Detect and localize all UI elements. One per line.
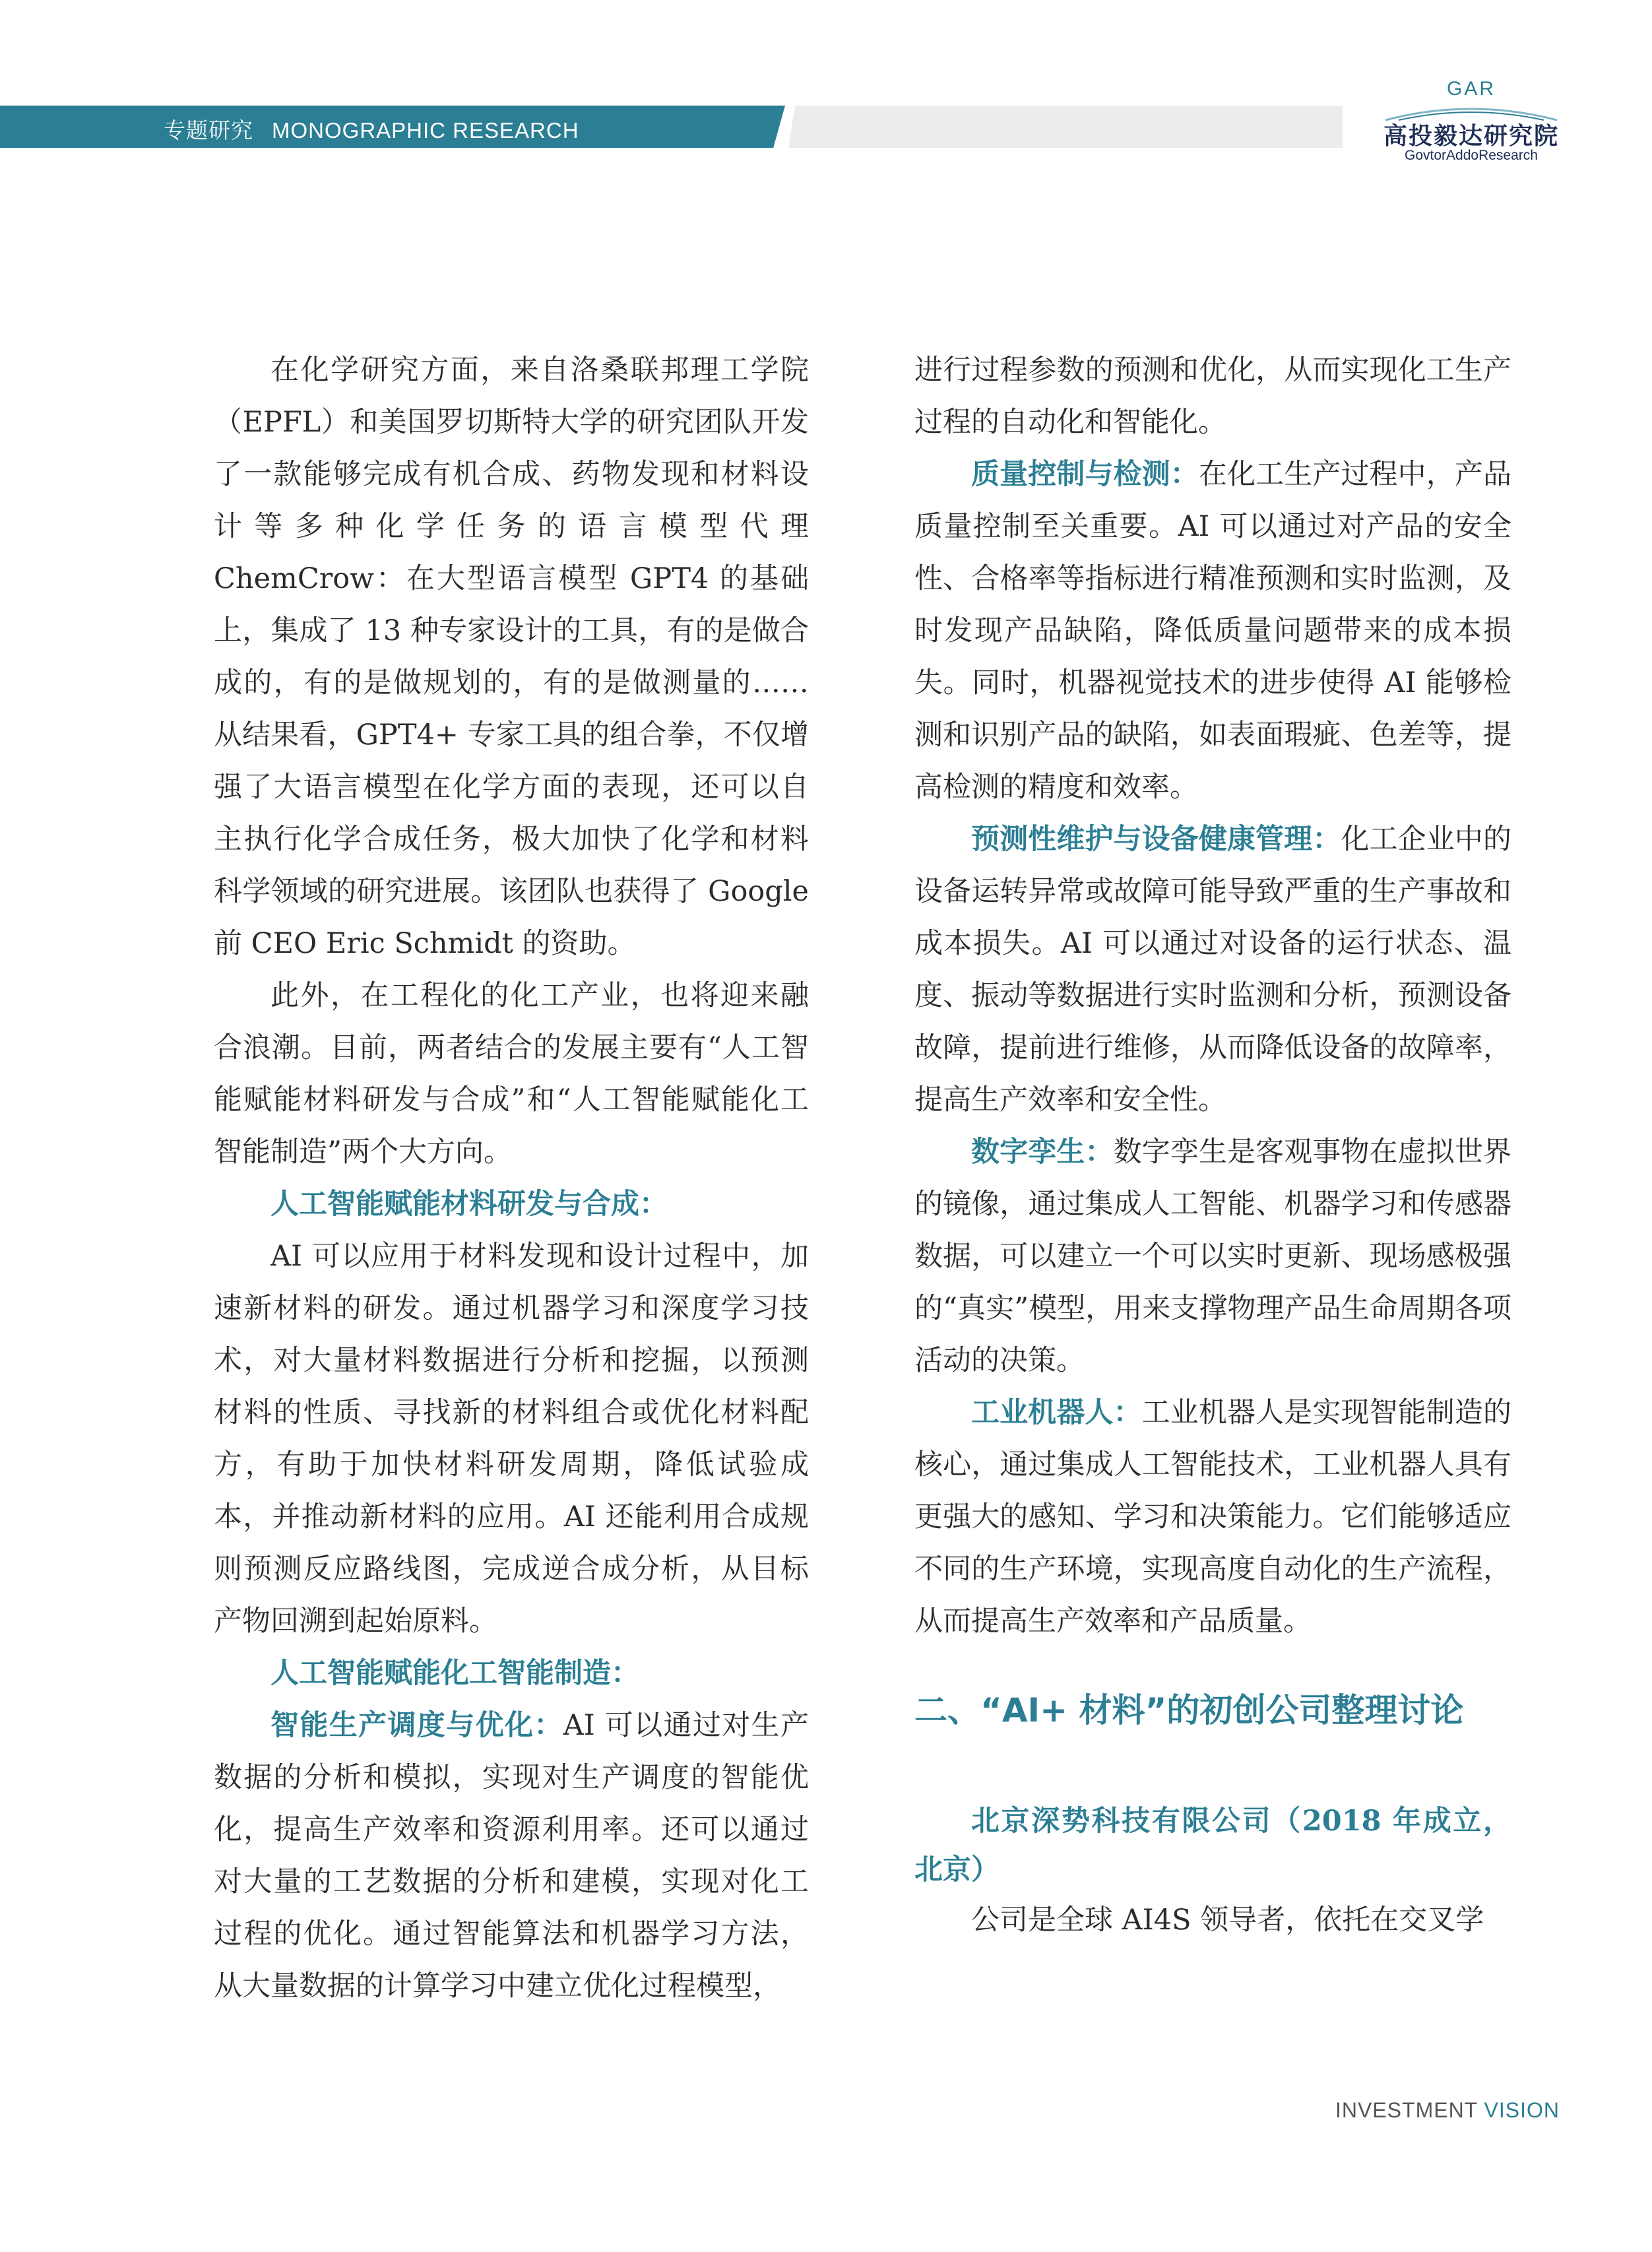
paragraph [914,449,1511,814]
paragraph: 在化学研究方面，来自洛桑联邦理工学院（EPFL）和美国罗切斯特大学的研究团队开发了一款能够完成有机合成、药物发现和材料设计等多种化学任务的语言模型代理 ChemCrow：在大型语言模型 GPT4 的基础上，集成了 13 种专家设计的工具，有的是做合成的，有的是做规划的，有的是做测量的……从结果看，GPT4+ 专家工具的组合拳，不仅增强了大语言模型在化学方面的表现，还可以自主执行化学合成任务，极大加快了化学和材料科学领域的研究进展。该团队也获得了 Google 前 CEO Eric Schmidt 的资助。 [214,354,809,960]
paragraph-text: 在化工生产过程中，产品质量控制至关重要。AI 可以通过对产品的安全性、合格率等指标进行精准预测和实时监测，及时发现产品缺陷，降低质量问题带来的成本损失。同时，机器视觉技术的进步使得 AI 能够检测和识别产品的缺陷，如表面瑕疵、色差等，提高检测的精度和效率。 [914,458,1512,804]
logo-cn: 高投毅达研究院 [1383,123,1559,150]
paragraph: AI 可以应用于材料发现和设计过程中，加速新材料的研发。通过机器学习和深度学习技术，对大量材料数据进行分析和挖掘，以预测材料的性质、寻找新的材料组合或优化材料配方，有助于加快材料研发周期，降低试验成本，并推动新材料的应用。AI 还能利用合成规则预测反应路线图，完成逆合成分析，从目标产物回溯到起始原料。 [214,1240,809,1638]
paragraph-label: 质量控制与检测： [971,458,1199,491]
header-gray-band [788,106,1343,148]
paragraph-text: 工业机器人是实现智能制造的核心，通过集成人工智能技术，工业机器人具有更强大的感知、学习和决策能力。它们能够适应不同的生产环境，实现高度自动化的生产流程，从而提高生产效率和产品质量。 [914,1396,1512,1638]
paragraph: 公司是全球 AI4S 领导者，依托在交叉学 [971,1904,1484,1937]
paragraph [914,814,1511,1126]
logo-en: GovtorAddoResearch [1405,148,1538,163]
right-column [914,344,1511,1946]
paragraph [914,1387,1511,1648]
gar-logo [1366,78,1577,167]
logo-abbr: GAR [1446,78,1496,100]
paragraph [914,1126,1511,1387]
company-title: 北京深势科技有限公司（2018 年成立，北京） [914,1805,1511,1886]
paragraph-label: 工业机器人： [971,1396,1142,1429]
paragraph: 此外，在工程化的化工产业，也将迎来融合浪潮。目前，两者结合的发展主要有“人工智能赋能材料研发与合成”和“人工智能赋能化工智能制造”两个大方向。 [214,979,809,1169]
paragraph: 进行过程参数的预测和优化，从而实现化工生产过程的自动化和智能化。 [914,354,1511,439]
footer-investment: INVESTMENT [1335,2098,1478,2122]
paragraph-text: AI 可以通过对生产数据的分析和模拟，实现对生产调度的智能优化，提高生产效率和资源利用率。还可以通过对大量的工艺数据的分析和建模，实现对化工过程的优化。通过智能算法和机器学习方法，从大量数据的计算学习中建立优化过程模型， [214,1709,809,2003]
paragraph-label: 预测性维护与设备健康管理： [971,823,1341,856]
paragraph-text: 化工企业中的设备运转异常或故障可能导致严重的生产事故和成本损失。AI 可以通过对设备的运行状态、温度、振动等数据进行实时监测和分析，预测设备故障，提前进行维修，从而降低设备的故障率，提高生产效率和安全性。 [914,823,1512,1116]
paragraph-text: 数字孪生是客观事物在虚拟世界的镜像，通过集成人工智能、机器学习和传感器数据，可以建立一个可以实时更新、现场感极强的“真实”模型，用来支撑物理产品生命周期各项活动的决策。 [914,1136,1512,1377]
subheading: 人工智能赋能化工智能制造： [270,1657,639,1690]
section-title: 二、“AI+ 材料”的初创公司整理讨论 [914,1691,1464,1729]
paragraph [214,1700,809,2012]
paragraph-label: 数字孪生： [971,1136,1114,1169]
footer-vision: VISION [1484,2098,1560,2122]
section-cn: 专题研究 [164,118,253,143]
section-en: MONOGRAPHIC RESEARCH [272,118,579,143]
paragraph-label: 智能生产调度与优化： [270,1709,563,1742]
section-header [164,113,579,145]
footer-brand [1335,2098,1560,2123]
subheading: 人工智能赋能材料研发与合成： [270,1188,668,1221]
left-column [214,344,809,2012]
